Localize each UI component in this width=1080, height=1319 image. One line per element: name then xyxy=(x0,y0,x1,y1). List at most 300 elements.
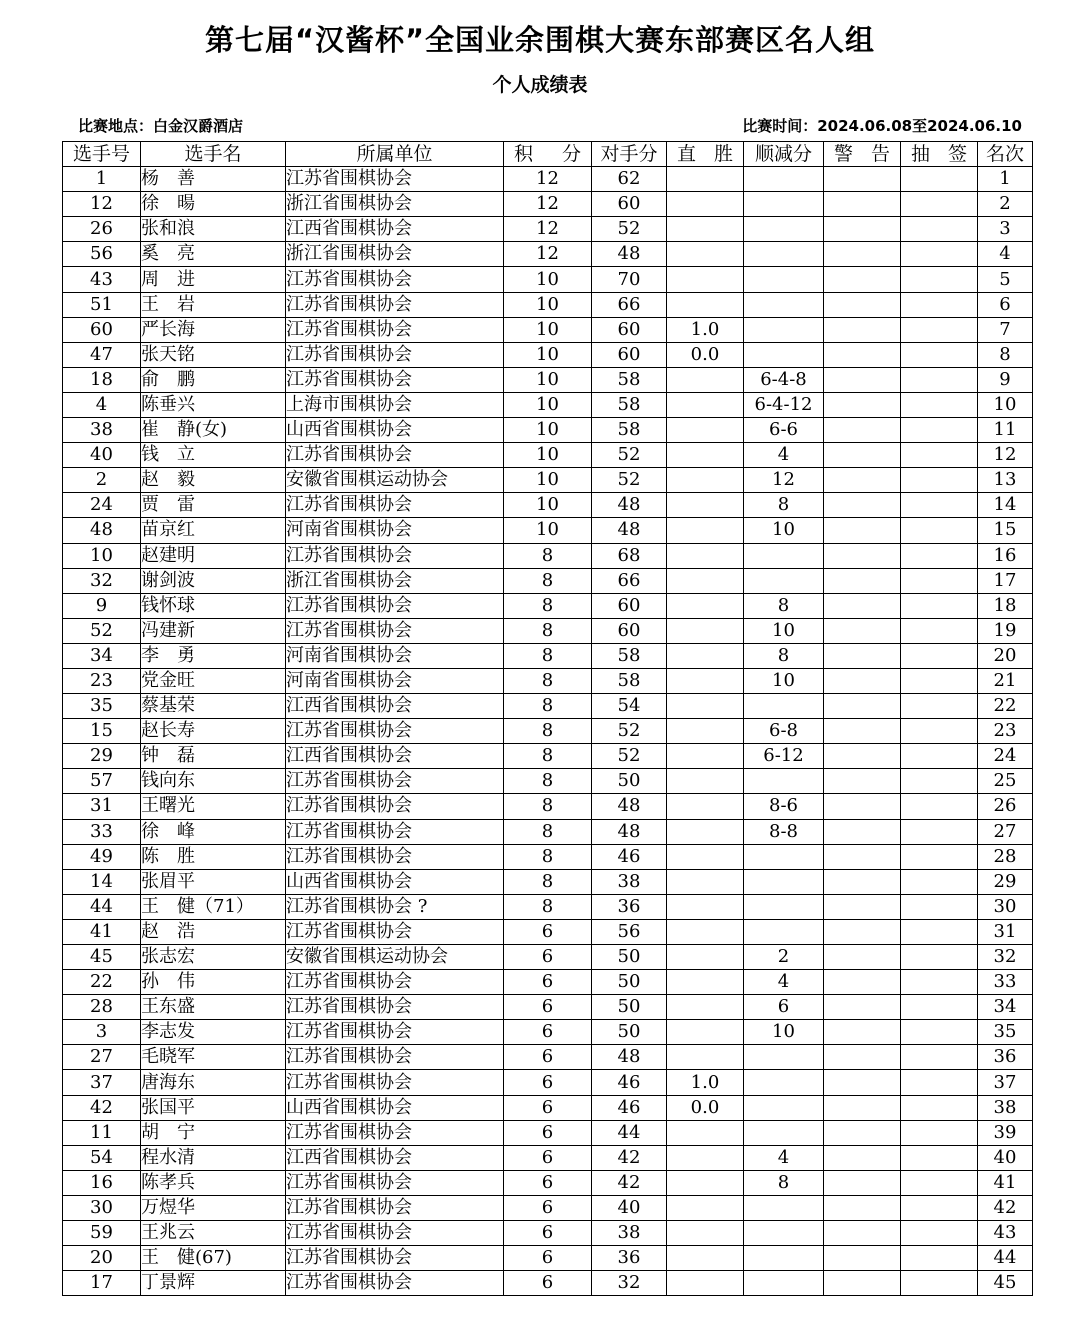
cell-progressive-score xyxy=(744,217,824,242)
cell-direct-win xyxy=(667,1271,744,1296)
cell-draw xyxy=(901,844,978,869)
table-row xyxy=(63,1170,1033,1195)
cell-opponent-score: 58 xyxy=(592,367,667,392)
cell-warning xyxy=(824,1095,901,1120)
cell-warning xyxy=(824,744,901,769)
cell-progressive-score: 2 xyxy=(744,945,824,970)
cell-player-name: 王 岩 xyxy=(141,292,286,317)
cell-direct-win xyxy=(667,418,744,443)
cell-rank: 4 xyxy=(978,242,1033,267)
cell-player-no: 44 xyxy=(63,894,141,919)
cell-rank: 26 xyxy=(978,794,1033,819)
cell-warning xyxy=(824,317,901,342)
cell-player-no: 29 xyxy=(63,744,141,769)
cell-points: 12 xyxy=(504,242,592,267)
cell-unit: 江苏省围棋协会 xyxy=(286,618,504,643)
table-row xyxy=(63,342,1033,367)
table-row xyxy=(63,694,1033,719)
table-row xyxy=(63,1246,1033,1271)
cell-progressive-score xyxy=(744,1120,824,1145)
cell-points: 8 xyxy=(504,543,592,568)
cell-direct-win xyxy=(667,242,744,267)
cell-direct-win xyxy=(667,1120,744,1145)
cell-unit: 安徽省围棋运动协会 xyxy=(286,468,504,493)
cell-direct-win xyxy=(667,468,744,493)
cell-player-no: 56 xyxy=(63,242,141,267)
table-row xyxy=(63,267,1033,292)
cell-player-name: 毛晓军 xyxy=(141,1045,286,1070)
cell-progressive-score: 10 xyxy=(744,518,824,543)
cell-draw xyxy=(901,543,978,568)
results-table xyxy=(62,141,1033,1296)
cell-player-name: 贾 雷 xyxy=(141,493,286,518)
cell-direct-win xyxy=(667,493,744,518)
cell-rank: 9 xyxy=(978,367,1033,392)
cell-rank: 1 xyxy=(978,167,1033,192)
cell-direct-win xyxy=(667,267,744,292)
cell-unit: 江苏省围棋协会 xyxy=(286,819,504,844)
table-row xyxy=(63,869,1033,894)
cell-draw xyxy=(901,317,978,342)
cell-progressive-score xyxy=(744,1045,824,1070)
cell-rank: 21 xyxy=(978,668,1033,693)
cell-opponent-score: 48 xyxy=(592,242,667,267)
cell-player-name: 党金旺 xyxy=(141,668,286,693)
cell-player-no: 40 xyxy=(63,443,141,468)
cell-draw xyxy=(901,468,978,493)
cell-warning xyxy=(824,1170,901,1195)
cell-unit: 河南省围棋协会 xyxy=(286,643,504,668)
cell-direct-win xyxy=(667,643,744,668)
cell-draw xyxy=(901,1095,978,1120)
cell-player-name: 俞 鹏 xyxy=(141,367,286,392)
cell-progressive-score: 10 xyxy=(744,618,824,643)
cell-opponent-score: 54 xyxy=(592,694,667,719)
cell-progressive-score xyxy=(744,167,824,192)
cell-warning xyxy=(824,1070,901,1095)
cell-warning xyxy=(824,894,901,919)
cell-rank: 33 xyxy=(978,970,1033,995)
cell-opponent-score: 50 xyxy=(592,1020,667,1045)
cell-rank: 25 xyxy=(978,769,1033,794)
cell-opponent-score: 50 xyxy=(592,995,667,1020)
cell-points: 8 xyxy=(504,593,592,618)
cell-draw xyxy=(901,1145,978,1170)
cell-opponent-score: 50 xyxy=(592,945,667,970)
cell-player-no: 51 xyxy=(63,292,141,317)
cell-opponent-score: 52 xyxy=(592,468,667,493)
cell-points: 8 xyxy=(504,844,592,869)
cell-warning xyxy=(824,919,901,944)
cell-draw xyxy=(901,1170,978,1195)
cell-progressive-score xyxy=(744,1095,824,1120)
cell-direct-win xyxy=(667,392,744,417)
table-row xyxy=(63,518,1033,543)
cell-player-name: 谢剑波 xyxy=(141,568,286,593)
cell-points: 6 xyxy=(504,945,592,970)
cell-draw xyxy=(901,418,978,443)
cell-rank: 6 xyxy=(978,292,1033,317)
table-row xyxy=(63,668,1033,693)
cell-draw xyxy=(901,367,978,392)
cell-unit: 江苏省围棋协会 xyxy=(286,1045,504,1070)
cell-warning xyxy=(824,1145,901,1170)
cell-opponent-score: 48 xyxy=(592,1045,667,1070)
cell-player-no: 17 xyxy=(63,1271,141,1296)
table-row xyxy=(63,1145,1033,1170)
cell-warning xyxy=(824,643,901,668)
cell-player-name: 冯建新 xyxy=(141,618,286,643)
cell-rank: 36 xyxy=(978,1045,1033,1070)
cell-progressive-score: 6 xyxy=(744,995,824,1020)
cell-player-name: 胡 宁 xyxy=(141,1120,286,1145)
col-header-player-no: 选手号 xyxy=(63,142,141,167)
cell-direct-win xyxy=(667,618,744,643)
cell-points: 10 xyxy=(504,267,592,292)
cell-points: 8 xyxy=(504,618,592,643)
cell-points: 10 xyxy=(504,493,592,518)
cell-direct-win xyxy=(667,819,744,844)
cell-progressive-score: 8 xyxy=(744,643,824,668)
cell-unit: 江西省围棋协会 xyxy=(286,217,504,242)
cell-unit: 山西省围棋协会 xyxy=(286,418,504,443)
cell-progressive-score xyxy=(744,869,824,894)
cell-player-no: 49 xyxy=(63,844,141,869)
cell-player-name: 王曙光 xyxy=(141,794,286,819)
cell-unit: 江苏省围棋协会 xyxy=(286,167,504,192)
cell-draw xyxy=(901,342,978,367)
cell-draw xyxy=(901,769,978,794)
cell-unit: 浙江省围棋协会 xyxy=(286,192,504,217)
cell-draw xyxy=(901,292,978,317)
cell-player-name: 赵长寿 xyxy=(141,719,286,744)
cell-unit: 江苏省围棋协会 xyxy=(286,443,504,468)
cell-progressive-score xyxy=(744,568,824,593)
cell-opponent-score: 42 xyxy=(592,1170,667,1195)
table-row xyxy=(63,819,1033,844)
table-row xyxy=(63,970,1033,995)
table-row xyxy=(63,945,1033,970)
cell-opponent-score: 62 xyxy=(592,167,667,192)
cell-player-name: 奚 亮 xyxy=(141,242,286,267)
cell-draw xyxy=(901,1070,978,1095)
cell-draw xyxy=(901,217,978,242)
table-row xyxy=(63,392,1033,417)
cell-opponent-score: 48 xyxy=(592,493,667,518)
cell-opponent-score: 40 xyxy=(592,1195,667,1220)
cell-direct-win xyxy=(667,543,744,568)
cell-direct-win xyxy=(667,1170,744,1195)
cell-player-no: 42 xyxy=(63,1095,141,1120)
cell-unit: 江苏省围棋协会 xyxy=(286,543,504,568)
cell-unit: 江苏省围棋协会 xyxy=(286,1120,504,1145)
cell-progressive-score xyxy=(744,844,824,869)
cell-unit: 江苏省围棋协会 xyxy=(286,342,504,367)
cell-points: 10 xyxy=(504,443,592,468)
cell-direct-win: 0.0 xyxy=(667,1095,744,1120)
cell-rank: 20 xyxy=(978,643,1033,668)
cell-player-name: 赵 浩 xyxy=(141,919,286,944)
cell-draw xyxy=(901,618,978,643)
cell-progressive-score xyxy=(744,1271,824,1296)
table-row xyxy=(63,919,1033,944)
cell-progressive-score xyxy=(744,267,824,292)
date-label: 比赛时间：2024.06.08至2024.06.10 xyxy=(742,117,1022,135)
cell-unit: 山西省围棋协会 xyxy=(286,1095,504,1120)
cell-player-name: 崔 静(女) xyxy=(141,418,286,443)
cell-points: 6 xyxy=(504,1170,592,1195)
table-row xyxy=(63,1221,1033,1246)
cell-unit: 江苏省围棋协会 xyxy=(286,995,504,1020)
cell-draw xyxy=(901,192,978,217)
cell-draw xyxy=(901,1246,978,1271)
cell-unit: 江苏省围棋协会 ? xyxy=(286,894,504,919)
table-row xyxy=(63,317,1033,342)
cell-player-no: 48 xyxy=(63,518,141,543)
cell-warning xyxy=(824,443,901,468)
table-row xyxy=(63,1045,1033,1070)
table-row xyxy=(63,744,1033,769)
cell-opponent-score: 70 xyxy=(592,267,667,292)
cell-unit: 江西省围棋协会 xyxy=(286,694,504,719)
cell-rank: 30 xyxy=(978,894,1033,919)
cell-draw xyxy=(901,1221,978,1246)
cell-points: 8 xyxy=(504,744,592,769)
cell-direct-win xyxy=(667,794,744,819)
cell-warning xyxy=(824,342,901,367)
cell-progressive-score: 6-4-8 xyxy=(744,367,824,392)
cell-points: 12 xyxy=(504,192,592,217)
cell-player-name: 李志发 xyxy=(141,1020,286,1045)
cell-direct-win xyxy=(667,844,744,869)
cell-warning xyxy=(824,392,901,417)
cell-unit: 河南省围棋协会 xyxy=(286,518,504,543)
cell-draw xyxy=(901,744,978,769)
cell-points: 6 xyxy=(504,1271,592,1296)
cell-progressive-score xyxy=(744,1195,824,1220)
cell-opponent-score: 48 xyxy=(592,819,667,844)
cell-direct-win xyxy=(667,167,744,192)
cell-unit: 江苏省围棋协会 xyxy=(286,593,504,618)
cell-points: 6 xyxy=(504,1221,592,1246)
cell-rank: 8 xyxy=(978,342,1033,367)
table-row xyxy=(63,719,1033,744)
cell-unit: 江苏省围棋协会 xyxy=(286,292,504,317)
cell-progressive-score: 8 xyxy=(744,493,824,518)
cell-rank: 7 xyxy=(978,317,1033,342)
cell-draw xyxy=(901,719,978,744)
cell-progressive-score xyxy=(744,694,824,719)
cell-progressive-score xyxy=(744,543,824,568)
cell-points: 6 xyxy=(504,1070,592,1095)
cell-player-name: 苗京红 xyxy=(141,518,286,543)
cell-points: 8 xyxy=(504,694,592,719)
cell-opponent-score: 50 xyxy=(592,970,667,995)
cell-player-name: 丁景辉 xyxy=(141,1271,286,1296)
cell-points: 8 xyxy=(504,794,592,819)
cell-player-no: 41 xyxy=(63,919,141,944)
cell-direct-win xyxy=(667,769,744,794)
cell-player-name: 陈垂兴 xyxy=(141,392,286,417)
table-row xyxy=(63,367,1033,392)
cell-progressive-score xyxy=(744,242,824,267)
cell-points: 8 xyxy=(504,668,592,693)
cell-player-name: 孙 伟 xyxy=(141,970,286,995)
cell-player-name: 王兆云 xyxy=(141,1221,286,1246)
cell-player-no: 28 xyxy=(63,995,141,1020)
cell-direct-win xyxy=(667,919,744,944)
cell-points: 6 xyxy=(504,1045,592,1070)
table-row xyxy=(63,1020,1033,1045)
table-row xyxy=(63,242,1033,267)
cell-points: 6 xyxy=(504,1020,592,1045)
cell-opponent-score: 58 xyxy=(592,418,667,443)
cell-rank: 39 xyxy=(978,1120,1033,1145)
cell-unit: 安徽省围棋运动协会 xyxy=(286,945,504,970)
col-header-opponent-score: 对手分 xyxy=(592,142,667,167)
cell-warning xyxy=(824,568,901,593)
cell-opponent-score: 48 xyxy=(592,794,667,819)
cell-player-no: 24 xyxy=(63,493,141,518)
cell-points: 6 xyxy=(504,919,592,944)
cell-opponent-score: 44 xyxy=(592,1120,667,1145)
cell-draw xyxy=(901,668,978,693)
cell-unit: 山西省围棋协会 xyxy=(286,869,504,894)
table-row xyxy=(63,1070,1033,1095)
cell-direct-win xyxy=(667,1246,744,1271)
cell-player-no: 22 xyxy=(63,970,141,995)
cell-draw xyxy=(901,819,978,844)
cell-warning xyxy=(824,217,901,242)
cell-rank: 19 xyxy=(978,618,1033,643)
cell-player-name: 严长海 xyxy=(141,317,286,342)
cell-points: 8 xyxy=(504,568,592,593)
cell-warning xyxy=(824,844,901,869)
cell-player-name: 张天铭 xyxy=(141,342,286,367)
cell-points: 10 xyxy=(504,292,592,317)
cell-player-name: 张志宏 xyxy=(141,945,286,970)
cell-unit: 江苏省围棋协会 xyxy=(286,1246,504,1271)
cell-points: 8 xyxy=(504,869,592,894)
cell-rank: 43 xyxy=(978,1221,1033,1246)
cell-player-name: 王 健(67) xyxy=(141,1246,286,1271)
cell-points: 12 xyxy=(504,167,592,192)
cell-opponent-score: 50 xyxy=(592,769,667,794)
cell-points: 10 xyxy=(504,518,592,543)
cell-progressive-score xyxy=(744,292,824,317)
cell-direct-win xyxy=(667,869,744,894)
col-header-rank: 名次 xyxy=(978,142,1033,167)
cell-rank: 23 xyxy=(978,719,1033,744)
cell-points: 8 xyxy=(504,894,592,919)
cell-opponent-score: 60 xyxy=(592,618,667,643)
cell-points: 8 xyxy=(504,643,592,668)
cell-unit: 江西省围棋协会 xyxy=(286,744,504,769)
cell-warning xyxy=(824,242,901,267)
cell-rank: 41 xyxy=(978,1170,1033,1195)
cell-player-no: 57 xyxy=(63,769,141,794)
cell-progressive-score: 8-8 xyxy=(744,819,824,844)
cell-progressive-score: 6-12 xyxy=(744,744,824,769)
cell-progressive-score xyxy=(744,1246,824,1271)
cell-player-no: 33 xyxy=(63,819,141,844)
cell-progressive-score xyxy=(744,1070,824,1095)
cell-opponent-score: 46 xyxy=(592,844,667,869)
cell-points: 8 xyxy=(504,819,592,844)
cell-points: 6 xyxy=(504,1246,592,1271)
cell-player-name: 万煜华 xyxy=(141,1195,286,1220)
cell-draw xyxy=(901,267,978,292)
cell-player-no: 47 xyxy=(63,342,141,367)
cell-player-no: 26 xyxy=(63,217,141,242)
cell-player-no: 18 xyxy=(63,367,141,392)
cell-player-name: 张眉平 xyxy=(141,869,286,894)
cell-unit: 江苏省围棋协会 xyxy=(286,1070,504,1095)
cell-warning xyxy=(824,543,901,568)
cell-player-no: 4 xyxy=(63,392,141,417)
cell-warning xyxy=(824,618,901,643)
cell-player-no: 43 xyxy=(63,267,141,292)
cell-direct-win xyxy=(667,744,744,769)
cell-player-no: 12 xyxy=(63,192,141,217)
cell-direct-win xyxy=(667,1195,744,1220)
cell-draw xyxy=(901,643,978,668)
cell-opponent-score: 36 xyxy=(592,1246,667,1271)
cell-player-no: 11 xyxy=(63,1120,141,1145)
cell-warning xyxy=(824,819,901,844)
cell-opponent-score: 52 xyxy=(592,719,667,744)
cell-draw xyxy=(901,1020,978,1045)
cell-player-no: 10 xyxy=(63,543,141,568)
col-header-unit: 所属单位 xyxy=(286,142,504,167)
table-row xyxy=(63,167,1033,192)
cell-warning xyxy=(824,167,901,192)
cell-direct-win: 1.0 xyxy=(667,317,744,342)
table-row xyxy=(63,493,1033,518)
cell-opponent-score: 60 xyxy=(592,192,667,217)
cell-player-no: 3 xyxy=(63,1020,141,1045)
cell-rank: 37 xyxy=(978,1070,1033,1095)
cell-points: 6 xyxy=(504,1195,592,1220)
cell-player-no: 34 xyxy=(63,643,141,668)
cell-draw xyxy=(901,945,978,970)
cell-rank: 17 xyxy=(978,568,1033,593)
cell-points: 6 xyxy=(504,995,592,1020)
cell-draw xyxy=(901,1271,978,1296)
cell-opponent-score: 38 xyxy=(592,869,667,894)
table-row xyxy=(63,643,1033,668)
cell-unit: 河南省围棋协会 xyxy=(286,668,504,693)
cell-rank: 12 xyxy=(978,443,1033,468)
cell-opponent-score: 66 xyxy=(592,292,667,317)
cell-draw xyxy=(901,869,978,894)
cell-rank: 27 xyxy=(978,819,1033,844)
cell-direct-win xyxy=(667,668,744,693)
cell-direct-win xyxy=(667,719,744,744)
cell-player-no: 54 xyxy=(63,1145,141,1170)
cell-warning xyxy=(824,1020,901,1045)
cell-player-name: 蔡基荣 xyxy=(141,694,286,719)
cell-rank: 42 xyxy=(978,1195,1033,1220)
cell-opponent-score: 68 xyxy=(592,543,667,568)
cell-unit: 浙江省围棋协会 xyxy=(286,568,504,593)
cell-warning xyxy=(824,769,901,794)
cell-rank: 15 xyxy=(978,518,1033,543)
cell-rank: 45 xyxy=(978,1271,1033,1296)
cell-warning xyxy=(824,267,901,292)
cell-warning xyxy=(824,945,901,970)
cell-rank: 38 xyxy=(978,1095,1033,1120)
